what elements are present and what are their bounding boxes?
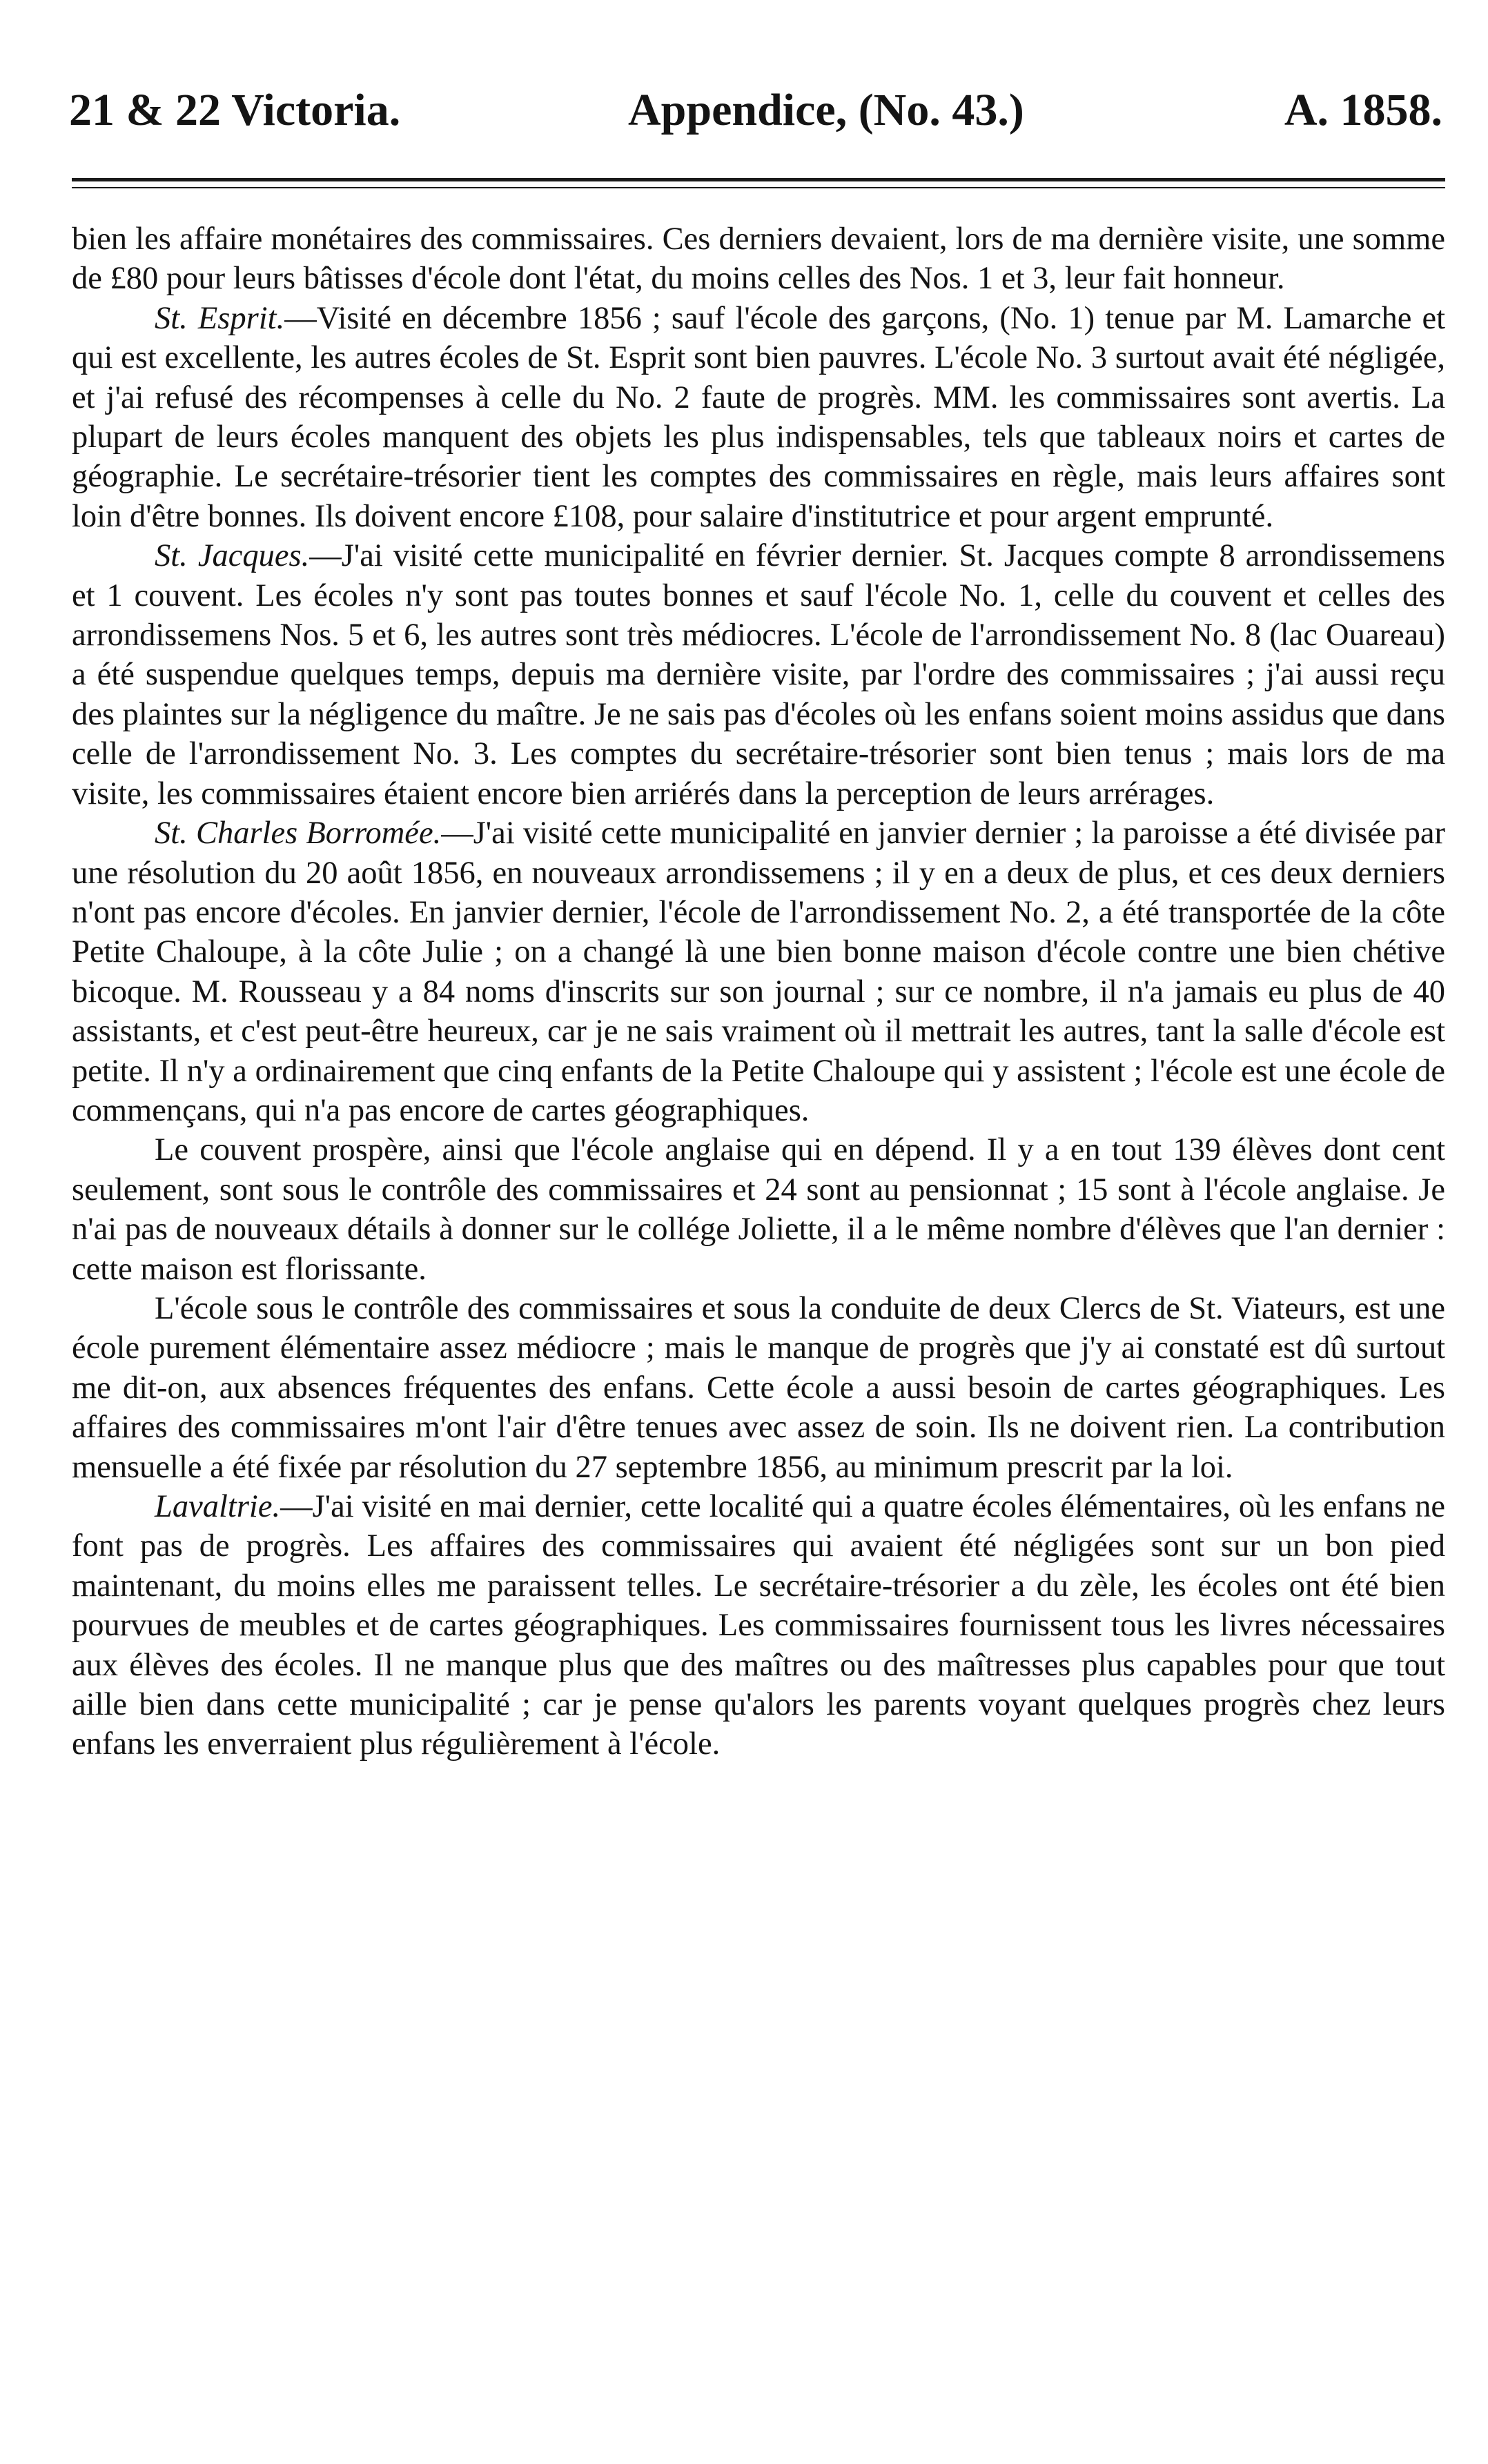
report-body	[72, 219, 1445, 1764]
header-rule-thin	[72, 187, 1445, 188]
paragraph-lavaltrie	[72, 1487, 1445, 1764]
paragraph-text: Le couvent prospère, ainsi que l'école anglaise qui en dépend. Il y a en tout 139 élèves dont cent seulement, sont sous le contrôle des commissaires et 24 sont au pensionnat ; 15 sont à l'école anglaise. Je n'ai pas de nouveaux détails à donner sur le collége Joliette, il a le même nombre d'élèves que l'an dernier : cette maison est florissante.	[72, 1132, 1445, 1287]
header-regnal-year: 21 & 22 Victoria.	[69, 85, 401, 135]
header-appendix-number: Appendice, (No. 43.)	[628, 85, 1024, 135]
paragraph-text: —J'ai visité cette municipalité en janvier dernier ; la paroisse a été divisée par une résolution du 20 août 1856, en nouveaux arrondissemens ; il y en a deux de plus, et ces deux derniers n'ont pas encore d'écoles. En janvier dernier, l'école de l'arrondissement No. 2, a été transportée de la côte Petite Chaloupe, à la côte Julie ; on a changé là une bien bonne maison d'école contre une bien chétive bicoque. M. Rousseau y a 84 noms d'inscrits sur son journal ; sur ce nombre, il n'a jamais eu plus de 40 assistants, et c'est peut-être heureux, car je ne sais vraiment où il mettrait les autres, tant la salle d'école est petite. Il n'y a ordinairement que cinq enfants de la Petite Chaloupe qui y assistent ; l'école est une école de commençans, qui n'a pas encore de cartes géographiques.	[72, 816, 1445, 1128]
paragraph-ecole-commissaires	[72, 1289, 1445, 1487]
header-rule-thick	[72, 178, 1445, 181]
paragraph-text: L'école sous le contrôle des commissaires et sous la conduite de deux Clercs de St. Viateurs, est une école purement élémentaire assez médiocre ; mais le manque de progrès que j'y ai constaté est dû surtout me dit-on, aux absences fréquentes des enfans. Cette école a aussi besoin de cartes géographiques. Les affaires des commissaires m'ont l'air d'être tenues avec assez de soin. Ils ne doivent rien. La contribution mensuelle a été fixée par résolution du 27 septembre 1856, au minimum prescrit par la loi.	[72, 1290, 1445, 1485]
paragraph-st-jacques	[72, 536, 1445, 814]
paragraph-text: —J'ai visité en mai dernier, cette localité qui a quatre écoles élémentaires, où les enfans ne font pas de progrès. Les affaires des commissaires qui avaient été négligées sont sur un bon pied maintenant, du moins elles me paraissent telles. Le secrétaire-trésorier a du zèle, les écoles ont été bien pourvues de meubles et de cartes géographiques. Les commissaires fournissent tous les livres nécessaires aux élèves des écoles. Il ne manque plus que des maîtres ou des maîtresses plus capables pour que tout aille bien dans cette municipalité ; car je pense qu'alors les parents voyant quelques progrès chez leurs enfans les enverraient plus régulièrement à l'école.	[72, 1489, 1445, 1762]
paragraph-lead-place: St. Charles Borromée.	[155, 816, 442, 851]
paragraph-continuation	[72, 219, 1445, 299]
paragraph-text: bien les affaire monétaires des commissaires. Ces derniers devaient, lors de ma dernière visite, une somme de £80 pour leurs bâtisses d'école dont l'état, du moins celles des Nos. 1 et 3, leur fait honneur.	[72, 221, 1445, 297]
paragraph-lead-place: St. Esprit.	[155, 300, 285, 336]
paragraph-st-esprit	[72, 299, 1445, 536]
paragraph-lead-place: St. Jacques.	[155, 538, 310, 574]
header-year: A. 1858.	[1284, 85, 1442, 135]
running-header	[69, 79, 1442, 141]
paragraph-couvent	[72, 1130, 1445, 1289]
paragraph-st-charles-borromee	[72, 814, 1445, 1130]
paragraph-text: —J'ai visité cette municipalité en février dernier. St. Jacques compte 8 arrondissemens et 1 couvent. Les écoles n'y sont pas toutes bonnes et sauf l'école No. 1, celle du couvent et celles des arrondissemens Nos. 5 et 6, les autres sont très médiocres. L'école de l'arrondissement No. 8 (lac Ouareau) a été suspendue quelques temps, depuis ma dernière visite, par l'ordre des commissaires ; j'ai aussi reçu des plaintes sur la négligence du maître. Je ne sais pas d'écoles où les enfans soient moins assidus que dans celle de l'arrondissement No. 3. Les comptes du secrétaire-trésorier sont bien tenus ; mais lors de ma visite, les commissaires étaient encore bien arriérés dans la perception de leurs arrérages.	[72, 538, 1445, 811]
paragraph-lead-place: Lavaltrie.	[155, 1489, 281, 1524]
paragraph-text: —Visité en décembre 1856 ; sauf l'école des garçons, (No. 1) tenue par M. Lamarche et qui est excellente, les autres écoles de St. Esprit sont bien pauvres. L'école No. 3 surtout avait été négligée, et j'ai refusé des récompenses à celle du No. 2 faute de progrès. MM. les commissaires sont avertis. La plupart de leurs écoles manquent des objets les plus indispensables, tels que tableaux noirs et cartes de géographie. Le secrétaire-trésorier tient les comptes des commissaires en règle, mais leurs affaires sont loin d'être bonnes. Ils doivent encore £108, pour salaire d'institutrice et pour argent emprunté.	[72, 300, 1446, 534]
